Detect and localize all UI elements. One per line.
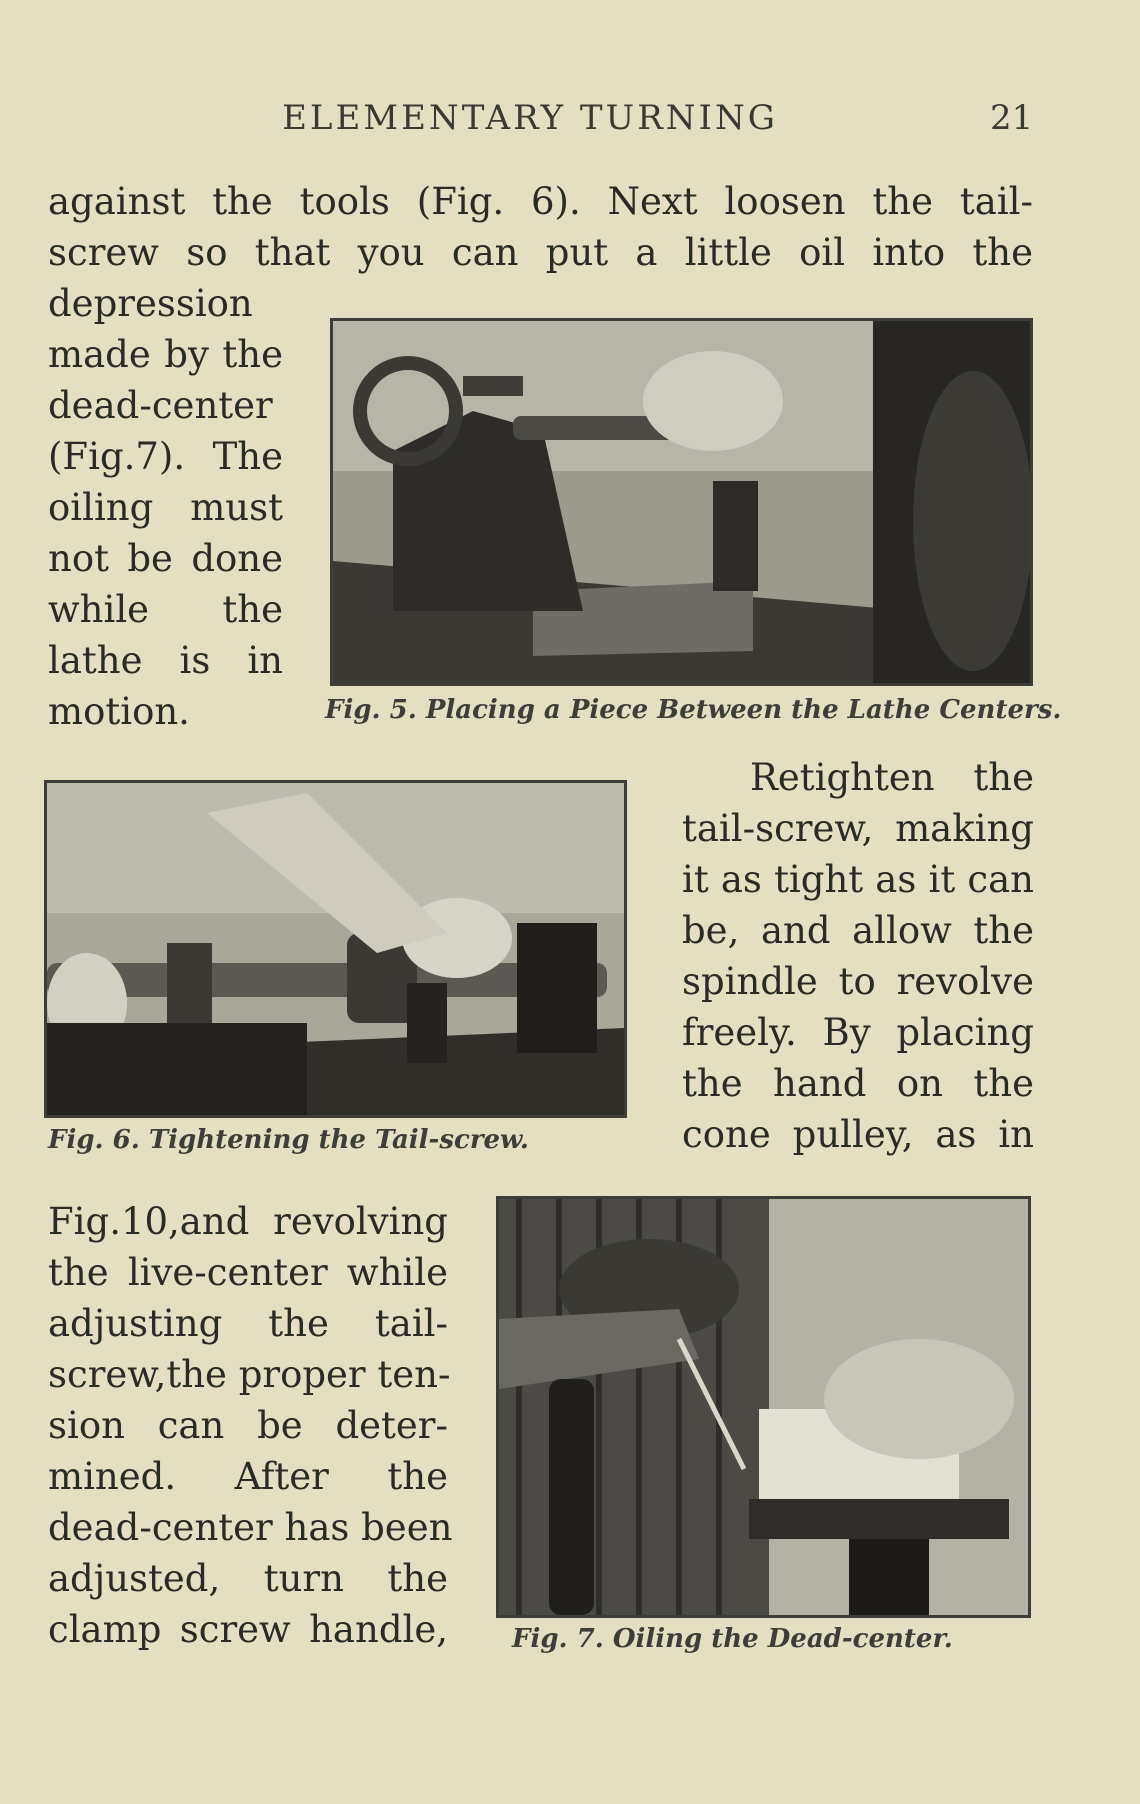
text-line: screw so that you can put a little oil into the	[48, 231, 1033, 274]
text-line: clamp screw handle,	[48, 1608, 448, 1651]
text-line: mined. After the	[48, 1455, 448, 1498]
figure-7-photo	[496, 1196, 1031, 1618]
text-line: it as tight as it can	[682, 858, 1034, 901]
text-line: oiling must	[48, 486, 283, 529]
text-line: Retighten the	[750, 756, 1034, 799]
page-number: 21	[990, 98, 1034, 138]
text-line: not be done	[48, 537, 283, 580]
text-line: be, and allow the	[682, 909, 1034, 952]
text-line: dead-center has been	[48, 1506, 453, 1549]
figure-7-caption: Fig. 7. Oiling the Dead-center.	[512, 1624, 953, 1654]
running-header: ELEMENTARY TURNING	[282, 98, 778, 138]
text-line: adjusting the tail-	[48, 1302, 448, 1345]
text-line: lathe is in	[48, 639, 283, 682]
text-line: while the	[48, 588, 283, 631]
text-line: dead-center	[48, 384, 273, 427]
text-line: the hand on the	[682, 1062, 1034, 1105]
text-line: spindle to revolve	[682, 960, 1034, 1003]
text-line: depression	[48, 282, 253, 325]
text-line: motion.	[48, 690, 190, 733]
figure-5-photo	[330, 318, 1033, 686]
text-line: cone pulley, as in	[682, 1113, 1034, 1156]
text-line: freely. By placing	[682, 1011, 1034, 1054]
text-line: screw,the proper ten-	[48, 1353, 451, 1396]
text-line: sion can be deter-	[48, 1404, 448, 1447]
text-line: adjusted, turn the	[48, 1557, 448, 1600]
text-line: the live-center while	[48, 1251, 448, 1294]
text-line: made by the	[48, 333, 283, 376]
figure-6-caption: Fig. 6. Tightening the Tail-screw.	[48, 1125, 529, 1155]
text-line: tail-screw, making	[682, 807, 1034, 850]
figure-6-photo	[44, 780, 627, 1118]
text-line: Fig.10,and revolving	[48, 1200, 448, 1243]
text-line: (Fig.7). The	[48, 435, 283, 478]
text-line: against the tools (Fig. 6). Next loosen the tail-	[48, 180, 1033, 223]
figure-5-caption: Fig. 5. Placing a Piece Between the Lathe Centers.	[325, 695, 1062, 725]
